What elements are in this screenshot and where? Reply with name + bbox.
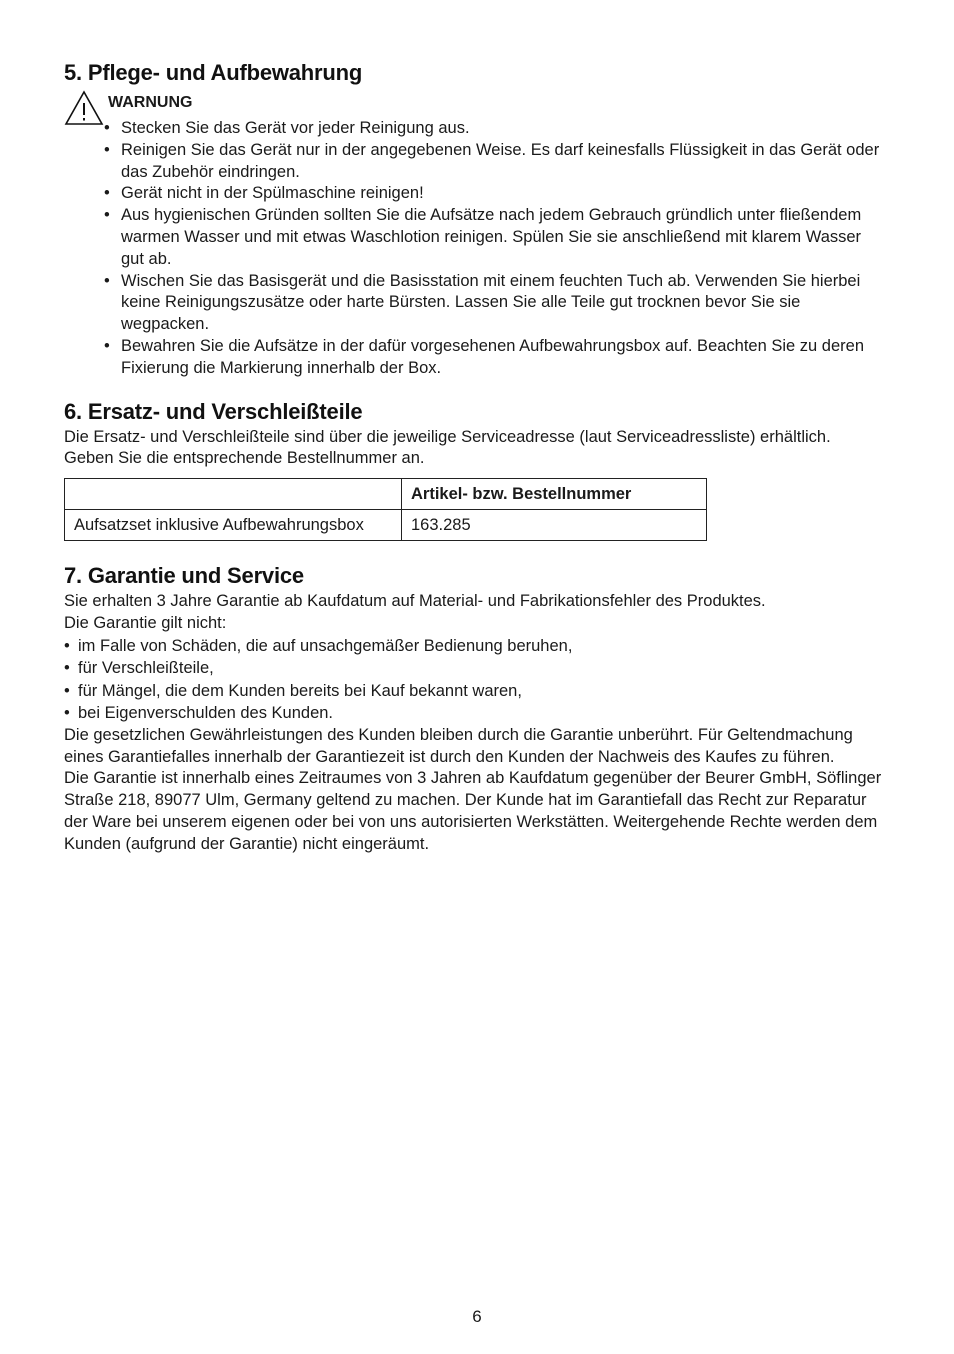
list-item: • im Falle von Schäden, die auf unsachgemäßer Bedienung beruhen, (64, 635, 884, 658)
warranty-intro: Sie erhalten 3 Jahre Garantie ab Kaufdatum auf Material- und Fabrikationsfehler des Produktes. (64, 592, 766, 611)
section-heading-warranty: 7. Garantie und Service (64, 563, 304, 589)
list-item: • Gerät nicht in der Spülmaschine reinigen! (104, 183, 884, 205)
list-item: • Bewahren Sie die Aufsätze in der dafür vorgesehenen Aufbewahrungsbox auf. Beachten Sie zu deren Fixierung die Markierung innerhalb der Box. (104, 336, 884, 380)
list-item: • Aus hygienischen Gründen sollten Sie die Aufsätze nach jedem Gebrauch gründlich unter fließendem warmen Wasser und mit etwas Waschlotion reinigen. Spülen Sie sie anschließend mit klarem Wasser gut ab. (104, 205, 884, 270)
table-header-row (65, 479, 707, 510)
list-item: • für Mängel, die dem Kunden bereits bei Kauf bekannt waren, (64, 680, 884, 703)
table-header-cell (65, 479, 402, 510)
list-item: • Wischen Sie das Basisgerät und die Basisstation mit einem feuchten Tuch ab. Verwenden Sie hierbei keine Reinigungszusätze oder harte Bürsten. Lassen Sie alle Teile gut trocknen bevor Sie sie wegpacken. (104, 271, 884, 336)
table-cell: Aufsatzset inklusive Aufbewahrungsbox (65, 510, 402, 541)
spare-parts-intro: Die Ersatz- und Verschleißteile sind über die jeweilige Serviceadresse (laut Serviceadressliste) erhältlich. Geben Sie die entsprechende Bestellnummer an. (64, 427, 831, 468)
document-page (64, 58, 884, 856)
list-item: • bei Eigenverschulden des Kunden. (64, 702, 884, 725)
warranty-exclusions-label: Die Garantie gilt nicht: (64, 613, 227, 632)
warning-block (64, 92, 884, 380)
warning-triangle-icon (64, 90, 104, 126)
table-header-cell: Artikel- bzw. Bestellnummer (402, 479, 707, 510)
warranty-paragraph: Die gesetzlichen Gewährleistungen des Kunden bleiben durch die Garantie unberührt. Für Geltendmachung eines Garantiefalles innerhalb der Garantiezeit ist durch den Kunden der Nachweis des Kaufes zu führen. (64, 725, 853, 766)
list-item: • für Verschleißteile, (64, 657, 884, 680)
list-item: • Stecken Sie das Gerät vor jeder Reinigung aus. (104, 118, 884, 140)
warranty-paragraph: Die Garantie ist innerhalb eines Zeitraumes von 3 Jahren ab Kaufdatum gegenüber der Beurer GmbH, Söflinger Straße 218, 89077 Ulm, Germany geltend zu machen. Der Kunde hat im Garantiefall das Recht zur Reparatur der Ware bei unserem eigenen oder bei von uns autorisierten Werkstätten. Weitergehende Rechte werden dem Kunden (aufgrund der Garantie) nicht eingeräumt. (64, 769, 882, 853)
care-instructions-list (108, 118, 884, 380)
table-cell: 163.285 (402, 510, 707, 541)
section-heading-spare-parts: 6. Ersatz- und Verschleißteile (64, 398, 363, 424)
spare-parts-table (64, 478, 707, 541)
page-number: 6 (472, 1307, 482, 1326)
table-row (65, 510, 707, 541)
warranty-exclusions-list (64, 635, 884, 725)
section-heading-care: 5. Pflege- und Aufbewahrung (64, 60, 363, 85)
warning-label: WARNUNG (108, 94, 193, 111)
list-item: • Reinigen Sie das Gerät nur in der angegebenen Weise. Es darf keinesfalls Flüssigkeit in das Gerät oder das Zubehör eindringen. (104, 140, 884, 184)
